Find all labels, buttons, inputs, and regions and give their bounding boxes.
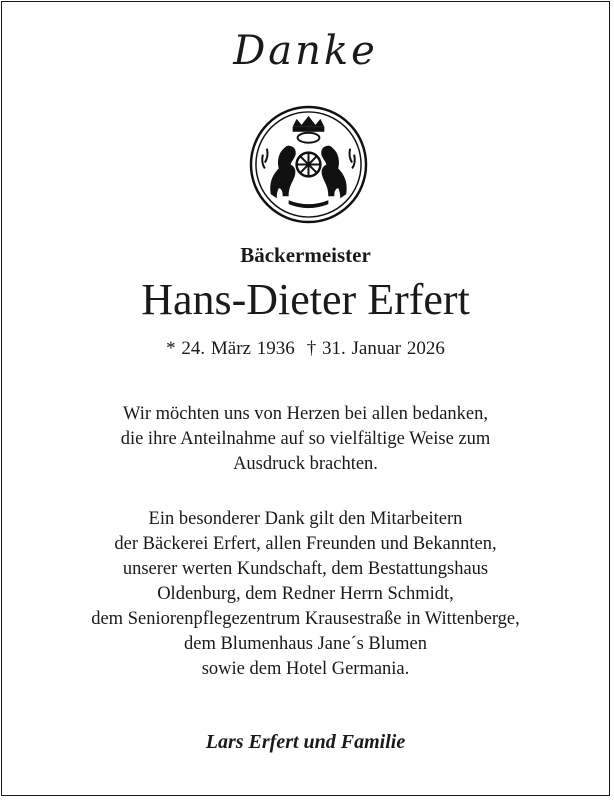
paragraph-line: der Bäckerei Erfert, allen Freunden und Bekannten, (114, 534, 497, 554)
signature: Lars Erfert und Familie (205, 731, 406, 753)
bakers-guild-emblem-icon (249, 105, 368, 224)
heading-danke: Danke (233, 28, 378, 74)
paragraph-line: Ausdruck brachten. (233, 454, 378, 474)
life-dates (2, 338, 609, 360)
paragraph-line: Ein besonderer Dank gilt den Mitarbeitern (148, 509, 463, 529)
paragraph-line: Oldenburg, dem Redner Herrn Schmidt, (157, 584, 454, 604)
paragraph-line: dem Blumenhaus Jane´s Blumen (183, 634, 428, 654)
paragraph-line: Wir möchten uns von Herzen bei allen bedanken, (122, 404, 488, 424)
thanks-paragraph-1 (2, 402, 609, 477)
paragraph-line: unserer werten Kundschaft, dem Bestattungshaus (122, 559, 489, 579)
deceased-name: Hans-Dieter Erfert (141, 275, 470, 324)
death-date: † 31. Januar 2026 (306, 338, 445, 359)
paragraph-line: die ihre Anteilnahme auf so vielfältige Weise zum (120, 429, 491, 449)
paragraph-line: dem Seniorenpflegezentrum Krausestraße in Wittenberge, (91, 609, 520, 629)
paragraph-line: sowie dem Hotel Germania. (201, 659, 410, 679)
profession-title: Bäckermeister (240, 243, 371, 267)
birth-date: * 24. März 1936 (166, 338, 295, 359)
announcement-frame (1, 1, 610, 796)
thanks-paragraph-2 (2, 507, 609, 682)
